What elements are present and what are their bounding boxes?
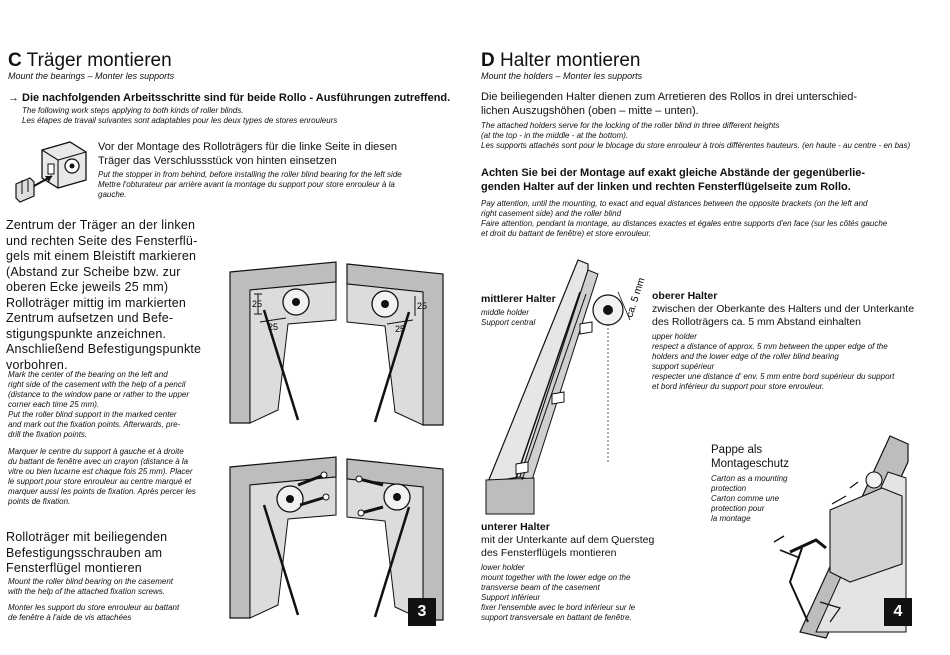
text-line: Put the roller blind support in the marked center <box>8 410 177 419</box>
text-line: Anschließend Befestigungspunkte <box>6 342 202 356</box>
upper-holder-title: oberer Halter <box>652 290 718 302</box>
right-intro-en <box>481 121 921 141</box>
middle-holder-en: middle holder <box>481 308 530 317</box>
stopper-fr-line-2: gauche. <box>98 190 127 199</box>
text-line: Fensterflügel montieren <box>6 561 142 575</box>
dim-25-vertical: 25 <box>252 299 263 309</box>
text-line: support transversale en battant de fenêtre. <box>481 613 632 622</box>
right-page-title: Halter montieren <box>500 50 641 71</box>
left-intro-en: The following work steps applying to both kinds of roller blinds. <box>22 106 244 115</box>
text-line: (at the top - in the middle - at the bottom). <box>481 131 629 140</box>
text-line: transverse beam of the casement <box>481 583 600 592</box>
stopper-illustration <box>12 136 98 206</box>
text-line: oberen Ecke jeweils 25 mm) <box>6 280 169 294</box>
left-page-title: Träger montieren <box>26 50 172 71</box>
stopper-de-line-2: Träger das Verschlussstück von hinten einsetzen <box>98 155 337 167</box>
text-line: respecter une distance d' env. 5 mm entre bord supérieur du support <box>652 372 895 381</box>
text-line: la montage <box>711 514 751 523</box>
text-line: right casement side) and the roller blind <box>481 209 622 218</box>
text-line: (distance to the window pane or rather to the upper <box>8 390 189 399</box>
left-section-heading <box>8 51 172 71</box>
text-line: zwischen der Oberkante des Halters und der Unterkante <box>652 303 915 315</box>
text-line: Mount the roller blind bearing on the casement <box>8 577 173 586</box>
left-intro-de: Die nachfolgenden Arbeitsschritte sind für beide Rollo - Ausführungen zutreffend. <box>22 92 451 104</box>
text-line: fixer l'ensemble avec le bord inférieur sur le <box>481 603 636 612</box>
right-warning-de <box>481 166 921 194</box>
text-line: Achten Sie bei der Montage auf exakt gleiche Abstände der gegenüberlie- <box>481 167 866 179</box>
left-corner-marking-illustration <box>228 260 338 425</box>
text-line: des Fensterflügels montieren <box>481 547 617 559</box>
text-line: Pay attention, until the mounting, to exact and equal distances between the opposite brackets (on the left and <box>481 199 868 208</box>
text-line: vitre ou bien lucarne est chaque fois 25 mm). Placer <box>8 467 193 476</box>
text-line: mount together with the lower edge on the <box>481 573 631 582</box>
middle-holder-title: mittlerer Halter <box>481 293 556 305</box>
text-line: le support pour store enrouleur au centre marqué et <box>8 477 192 486</box>
text-line: und rechten Seite des Fensterflü- <box>6 233 198 248</box>
middle-holder-label <box>481 292 571 328</box>
text-line: The attached holders serve for the locking of the roller blind in three different heights <box>481 121 780 130</box>
right-warning-en <box>481 199 926 219</box>
text-line: du battant de fenêtre avec un crayon (distance à la <box>8 457 189 466</box>
left-page-number: 3 <box>408 598 436 626</box>
upper-holder-en-title: upper holder <box>652 332 697 341</box>
text-line: Rolloträger mit beiliegenden <box>6 530 168 544</box>
dim-25-vertical-right: 25 <box>417 301 428 311</box>
text-line: de fenêtre à l'aide de vis attachées <box>8 613 132 622</box>
lower-holder-label <box>481 520 696 623</box>
text-line: protection <box>711 484 747 493</box>
stopper-fr-line-1: Mettre l'obturateur par arrière avant la montage du support pour store enrouleur à la <box>98 180 395 189</box>
text-line: Montageschutz <box>711 458 789 470</box>
text-line: Monter les support du store enrouleur au battant <box>8 603 180 612</box>
dim-25-horizontal-right: 25 <box>395 324 406 334</box>
screws-instructions-de <box>6 530 231 577</box>
text-line: right side of the casement with the help of a pencil <box>8 380 186 389</box>
stopper-de-line-1: Vor der Montage des Rolloträgers für die linke Seite in diesen <box>98 141 398 153</box>
right-warning-fr <box>481 219 926 239</box>
distance-label: ca. 5 mm <box>624 276 648 319</box>
text-line: Befestigungsschrauben am <box>6 545 163 560</box>
upper-holder-fr-title: support supérieur <box>652 362 715 371</box>
text-line: protection pour <box>711 504 765 513</box>
text-line: holders and the lower edge of the roller blind bearing <box>652 352 839 361</box>
text-line: stigungspunkte anzeichnen. <box>6 326 167 341</box>
text-line: vorbohren. <box>6 357 68 372</box>
text-line: genden Halter auf der linken und rechten Fensterflügelseite zum Rollo. <box>481 181 851 193</box>
screws-instructions-fr <box>8 603 233 623</box>
text-line: Mark the center of the bearing on the left and <box>8 370 168 379</box>
lower-holder-title: unterer Halter <box>481 521 550 533</box>
right-corner-marking-illustration <box>345 262 445 427</box>
dim-25-horizontal: 25 <box>268 322 279 332</box>
text-line: Carton as a mounting <box>711 474 788 483</box>
right-page-number: 4 <box>884 598 912 626</box>
stopper-en: Put the stopper in from behind, before installing the roller blind bearing for the left side <box>98 170 402 179</box>
text-line: Pappe als <box>711 444 763 456</box>
right-intro-fr: Les supports attachés sont pour le blocage du store enrouleur à trois différentes hauteurs. (en haute - au centre - en bas) <box>481 141 911 150</box>
text-line: corner each time 25 mm). <box>8 400 100 409</box>
center-instructions-de <box>6 218 231 373</box>
right-intro-de <box>481 90 921 118</box>
text-line: mit der Unterkante auf dem Quersteg <box>481 534 655 546</box>
right-section-heading <box>481 51 640 71</box>
text-line: et bord inférieur du support pour store enrouleur. <box>652 382 825 391</box>
text-line: Rolloträger mittig im markierten <box>6 295 187 310</box>
text-line: Marquer le centre du support à gauche et à droite <box>8 447 184 456</box>
text-line: respect a distance of approx. 5 mm between the upper edge of the <box>652 342 888 351</box>
text-line: lichen Auszugshöhen (oben – mitte – unten). <box>481 105 699 117</box>
text-line: and mark out the fixation points. Afterwards, pre- <box>8 420 181 429</box>
right-section-letter: D <box>481 50 495 71</box>
center-instructions-en <box>8 370 233 440</box>
text-line: gels mit einem Bleistift markieren <box>6 249 197 263</box>
text-line: points de fixation. <box>8 497 71 506</box>
screws-instructions-en <box>8 577 233 597</box>
lower-holder-en-title: lower holder <box>481 563 525 572</box>
text-line: Faire attention, pendant la montage, au distances exactes et égales entre supports d'en face (sur les côtés gauche <box>481 219 888 228</box>
lower-holder-fr-title: Support inférieur <box>481 593 541 602</box>
text-line: marquer aussi les points de fixation. Après percer les <box>8 487 196 496</box>
text-line: (Abstand zur Scheibe bzw. zur <box>6 264 181 279</box>
left-intro-fr: Les étapes de travail suivantes sont adaptables pour les deux types de stores enrouleurs <box>22 116 338 125</box>
center-instructions-fr <box>8 447 233 507</box>
text-line: des Rolloträgers ca. 5 mm Abstand einhalten <box>652 316 861 328</box>
left-intro-arrow: → <box>8 92 19 104</box>
right-subtitle: Mount the holders – Monter les supports <box>481 71 643 81</box>
upper-holder-label <box>652 289 942 392</box>
text-line: Zentrum aufsetzen und Befe- <box>6 311 174 325</box>
text-line: drill the fixation points. <box>8 430 88 439</box>
middle-holder-fr: Support central <box>481 318 536 327</box>
text-line: with the help of the attached fixation screws. <box>8 587 165 596</box>
text-line: Zentrum der Träger an der linken <box>6 218 196 232</box>
text-line: Carton comme une <box>711 494 780 503</box>
text-line: et droit du battant de fenêtre) et store enrouleur. <box>481 229 652 238</box>
left-section-letter: C <box>8 50 22 71</box>
left-subtitle: Mount the bearings – Monter les supports <box>8 71 175 81</box>
text-line: Die beiliegenden Halter dienen zum Arretieren des Rollos in drei unterschied- <box>481 91 858 103</box>
left-corner-screwing-illustration <box>228 455 338 620</box>
